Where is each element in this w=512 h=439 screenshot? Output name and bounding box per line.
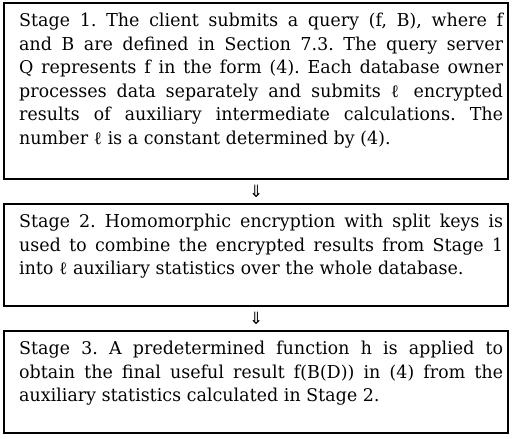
down-arrow-icon: ⇓ [248,182,264,202]
stage-2-box [3,203,509,307]
stage-1-line-6: number ℓ is a constant determined by (4). [19,128,391,149]
stage-1-line-1: Stage 1. The client submits a query (f, B), where f [19,11,503,31]
stage-1-line-5: results of auxiliary intermediate calculations. The [19,105,503,125]
stage-2-text [19,211,503,282]
stage-2-line-2: used to combine the encrypted results from Stage 1 [19,235,503,256]
stage-3-text [19,338,503,409]
stage-1-line-4: processes data separately and submits ℓ encrypted [19,81,503,102]
stage-3-box [3,330,509,434]
down-arrow-icon: ⇓ [248,309,264,329]
stage-2-line-3: into ℓ auxiliary statistics over the whole database. [19,259,464,279]
stage-3-line-2: obtain the final useful result f(B(D)) in (4) from the [19,362,503,383]
stage-1-text [19,10,503,151]
stage-3-line-3: auxiliary statistics calculated in Stage 2. [19,386,380,406]
stage-1-line-3: Q represents f in the form (4). Each database owner [19,58,503,78]
stage-2-line-1: Stage 2. Homomorphic encryption with split keys is [19,212,503,232]
stage-1-box [3,2,509,180]
stage-3-line-1: Stage 3. A predetermined function h is applied to [19,339,503,359]
stage-1-line-2: and B are defined in Section 7.3. The query server [19,34,503,55]
